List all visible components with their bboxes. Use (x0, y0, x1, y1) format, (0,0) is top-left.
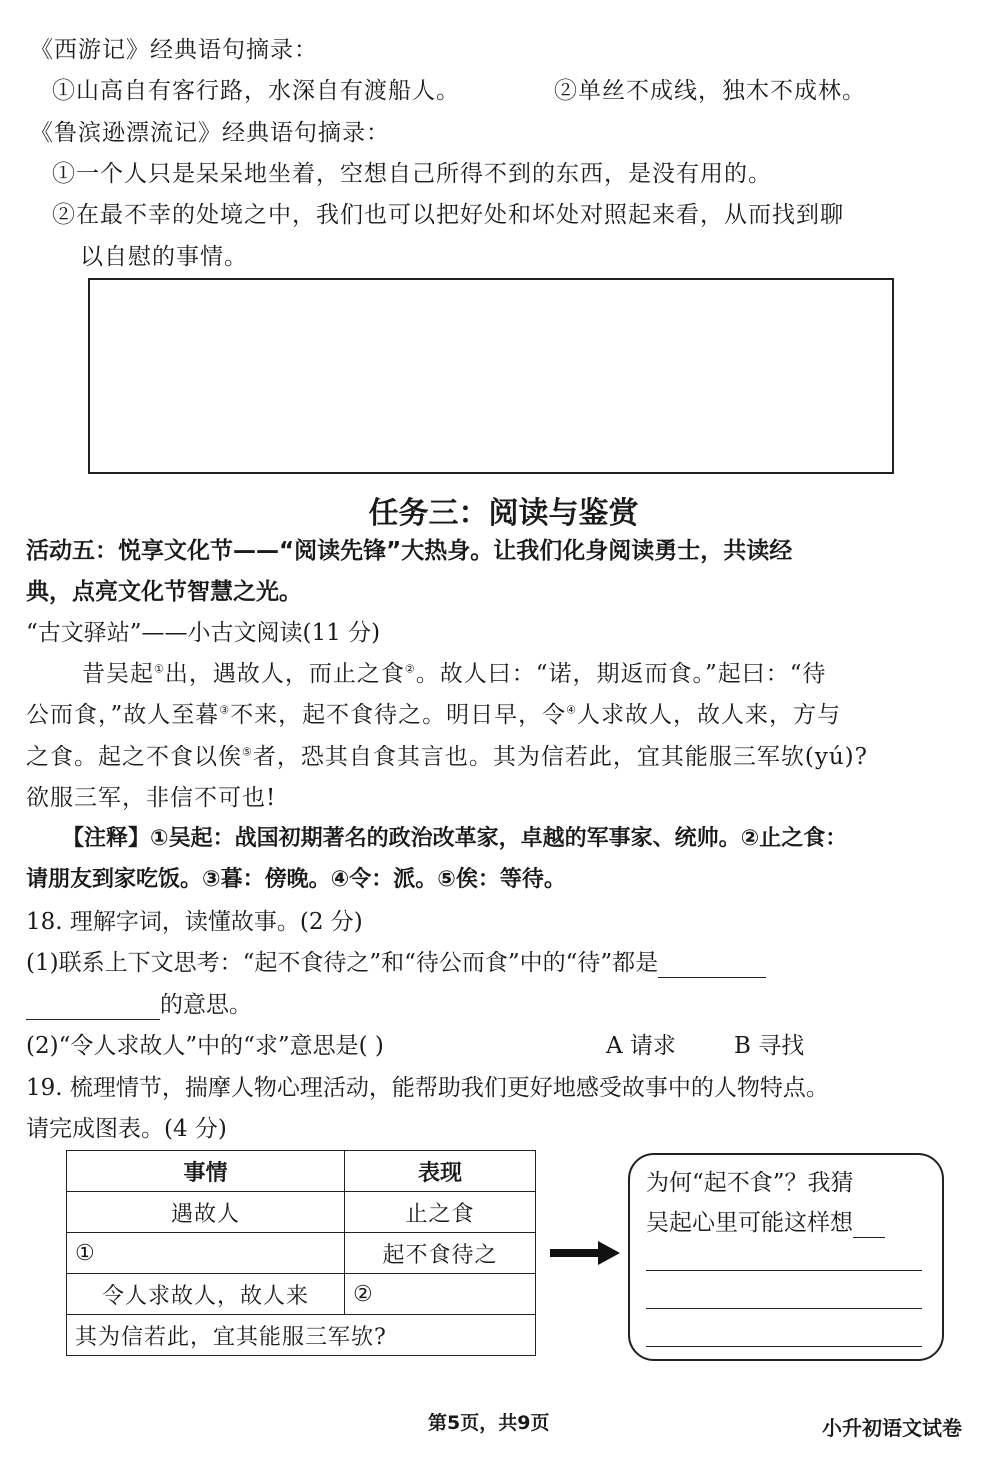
section-title: “古文驿站”——小古文阅读(11 分) (26, 620, 381, 646)
task-title: 任务三：阅读与鉴赏 (368, 496, 639, 531)
note-ref-5: ⑤ (242, 745, 253, 759)
q18-part1: (1)联系上下文思考：“起不食待之”和“待公而食”中的“待”都是 (26, 948, 766, 978)
table-cell: 止之食 (345, 1192, 536, 1233)
bubble-line-2: 吴起心里可能这样想 (646, 1208, 885, 1238)
bubble-answer-line[interactable] (646, 1308, 922, 1309)
table-answer-cell-1[interactable]: ① (67, 1233, 345, 1274)
answer-blank-1[interactable] (658, 953, 766, 978)
table-row (67, 1274, 536, 1315)
table-answer-cell-2[interactable]: ② (345, 1274, 536, 1315)
notes-line-2: 请朋友到家吃饭。③暮：傍晚。④令：派。⑤俟：等待。 (26, 867, 566, 892)
q19-line-1: 19. 梳理情节，揣摩人物心理活动，能帮助我们更好地感受故事中的人物特点。 (26, 1075, 829, 1101)
bubble-answer-line[interactable] (646, 1270, 922, 1271)
passage-line-2: 公而食，”故人至暮③不来，起不食待之。明日早，令④人求故人，故人来，方与 (26, 702, 842, 728)
right-arrow-icon (550, 1241, 620, 1265)
xiyouji-heading: 《西游记》经典语句摘录： (30, 37, 318, 63)
table-row (67, 1233, 536, 1274)
xiyouji-quote-2: ②单丝不成线，独木不成林。 (554, 78, 866, 104)
note-ref-1: ① (154, 662, 165, 676)
table-cell: 遇故人 (67, 1192, 345, 1233)
lubinxun-quote-2-line2: 以自慰的事情。 (80, 244, 248, 270)
activity-line-1: 活动五：悦享文化节——“阅读先锋”大热身。让我们化身阅读勇士，共读经 (26, 538, 793, 564)
bubble-line-1: 为何“起不食”？我猜 (646, 1170, 854, 1196)
note-ref-3: ③ (219, 703, 231, 717)
table-footer-cell: 其为信若此，宜其能服三军欤? (67, 1315, 536, 1356)
xiyouji-quote-1: ①山高自有客行路，水深自有渡船人。 (52, 78, 460, 104)
table-cell: 令人求故人，故人来 (67, 1274, 345, 1315)
lubinxun-quote-2-line1: ②在最不幸的处境之中，我们也可以把好处和坏处对照起来看，从而找到聊 (52, 202, 844, 228)
answer-box[interactable] (88, 278, 894, 474)
q18-part2: (2)“令人求故人”中的“求”意思是( ) (26, 1033, 384, 1059)
page-number: 第5页，共9页 (428, 1412, 550, 1434)
table-header-behavior: 表现 (345, 1151, 536, 1192)
note-ref-4: ④ (566, 703, 578, 717)
activity-line-2: 典，点亮文化节智慧之光。 (26, 579, 302, 605)
option-b[interactable]: B 寻找 (734, 1033, 805, 1059)
exam-title: 小升初语文试卷 (822, 1416, 962, 1440)
table-row (67, 1192, 536, 1233)
option-a[interactable]: A 请求 (606, 1033, 676, 1059)
q18-stem: 18. 理解字词，读懂故事。(2 分) (26, 909, 363, 935)
table-cell: 起不食待之 (345, 1233, 536, 1274)
lubinxun-heading: 《鲁滨逊漂流记》经典语句摘录： (30, 120, 390, 146)
q18-part1-end: 的意思。 (26, 990, 252, 1020)
q19-line-2: 请完成图表。(4 分) (26, 1116, 227, 1142)
story-table (66, 1150, 536, 1356)
lubinxun-quote-1: ①一个人只是呆呆地坐着，空想自己所得不到的东西，是没有用的。 (52, 161, 772, 187)
bubble-blank[interactable] (853, 1213, 885, 1238)
passage-line-3: 之食。起之不食以俟⑤者，恐其自食其言也。其为信若此，宜其能服三军欤(yú)? (26, 744, 868, 770)
answer-blank-2[interactable] (26, 995, 160, 1020)
table-row (67, 1315, 536, 1356)
bubble-answer-line[interactable] (646, 1346, 922, 1347)
note-ref-2: ② (404, 662, 416, 676)
table-header-events: 事情 (67, 1151, 345, 1192)
notes-line-1: 【注释】①吴起：战国初期著名的政治改革家，卓越的军事家、统帅。②止之食： (62, 826, 848, 851)
passage-line-4: 欲服三军，非信不可也! (26, 785, 277, 811)
passage-line-1: 昔吴起①出，遇故人，而止之食②。故人曰：“诺，期返而食。”起曰：“待 (82, 661, 827, 687)
